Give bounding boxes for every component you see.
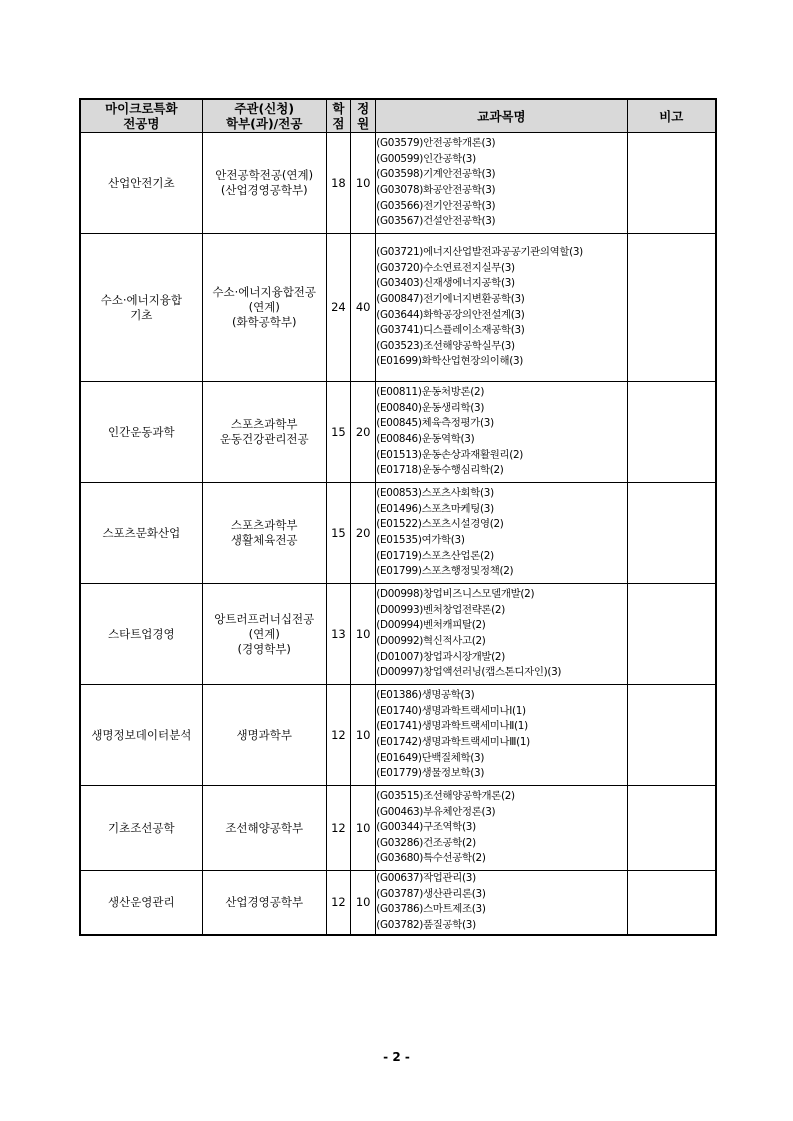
credits-cell: 15 <box>326 483 350 584</box>
header-courses: 교과목명 <box>376 99 627 133</box>
credits-cell: 12 <box>326 786 350 871</box>
credits-cell: 15 <box>326 382 350 483</box>
course-item: (G03787)생산관리론(3) <box>376 887 486 900</box>
credits-cell: 12 <box>326 871 350 935</box>
course-item: (G03741)디스플레이소재공학(3) <box>376 324 525 337</box>
courses-cell <box>376 685 627 786</box>
course-item: (E01699)화학산업현장의이해(3) <box>376 355 524 368</box>
capacity-cell: 10 <box>351 871 376 935</box>
course-item: (G00847)전기에너지변환공학(3) <box>376 292 525 305</box>
credits-cell: 24 <box>326 234 350 382</box>
capacity-cell: 10 <box>351 685 376 786</box>
course-item: (D00998)창업비즈니스모델개발(2) <box>376 588 535 601</box>
courses-cell <box>376 382 627 483</box>
major-name-cell: 인간운동과학 <box>80 382 202 483</box>
remarks-cell <box>627 382 716 483</box>
course-item: (D00992)혁신적사고(2) <box>376 635 486 647</box>
capacity-cell: 20 <box>351 382 376 483</box>
major-name-cell: 수소·에너지융합 기초 <box>80 234 202 382</box>
course-item: (E01718)운동수행심리학(2) <box>376 464 504 477</box>
remarks-cell <box>627 234 716 382</box>
table-row <box>80 382 716 483</box>
course-item: (E01386)생명공학(3) <box>376 689 475 702</box>
courses-cell <box>376 786 627 871</box>
course-item: (G03566)전기안전공학(3) <box>376 199 496 212</box>
dept-cell: 안전공학전공(연계) (산업경영공학부) <box>202 133 326 234</box>
course-item: (G00463)부유체안정론(3) <box>376 805 496 818</box>
course-item: (G00344)구조역학(3) <box>376 821 476 834</box>
remarks-cell <box>627 685 716 786</box>
course-item: (D00993)벤처창업전략론(2) <box>376 603 505 616</box>
courses-cell <box>376 584 627 685</box>
major-name-cell: 생산운영관리 <box>80 871 202 935</box>
course-item: (D00994)벤처캐피탈(2) <box>376 619 486 632</box>
course-item: (E01741)생명과학트랙세미나Ⅱ(1) <box>376 720 528 733</box>
course-item: (E01496)스포츠마케팅(3) <box>376 502 494 515</box>
table-row <box>80 685 716 786</box>
major-name-cell: 스포츠문화산업 <box>80 483 202 584</box>
course-item: (E01779)생물정보학(3) <box>376 767 485 780</box>
credits-cell: 18 <box>326 133 350 234</box>
dept-cell: 스포츠과학부 운동건강관리전공 <box>202 382 326 483</box>
course-item: (G03579)안전공학개론(3) <box>376 137 496 150</box>
course-item: (E01742)생명과학트랙세미나Ⅲ(1) <box>376 736 530 748</box>
major-name-cell: 생명정보데이터분석 <box>80 685 202 786</box>
course-item: (E01719)스포츠산업론(2) <box>376 549 494 562</box>
course-item: (D01007)창업과시장개발(2) <box>376 650 505 663</box>
capacity-cell: 10 <box>351 133 376 234</box>
course-item: (E01740)생명과학트랙세미나Ⅰ(1) <box>376 704 526 717</box>
remarks-cell <box>627 584 716 685</box>
course-item: (G03515)조선해양공학개론(2) <box>376 790 515 803</box>
micro-major-table <box>79 98 717 936</box>
course-item: (G03567)건설안전공학(3) <box>376 215 496 228</box>
courses-cell <box>376 133 627 234</box>
course-item: (E00846)운동역학(3) <box>376 433 475 445</box>
course-item: (E01649)단백질체학(3) <box>376 751 485 764</box>
header-dept: 주관(신청) 학부(과)/전공 <box>202 99 326 133</box>
table-row <box>80 483 716 584</box>
header-credits: 학 점 <box>326 99 350 133</box>
table-body <box>80 133 716 935</box>
capacity-cell: 40 <box>351 234 376 382</box>
table-row <box>80 871 716 935</box>
course-item: (G03078)화공안전공학(3) <box>376 184 496 196</box>
dept-cell: 생명과학부 <box>202 685 326 786</box>
course-item: (G03286)건조공학(2) <box>376 836 476 849</box>
course-item: (E00845)체육측정평가(3) <box>376 417 494 430</box>
remarks-cell <box>627 483 716 584</box>
table-row <box>80 584 716 685</box>
course-item: (G03644)화학공장의안전설계(3) <box>376 308 525 321</box>
course-item: (G03720)수소연료전지실무(3) <box>376 261 515 274</box>
remarks-cell <box>627 133 716 234</box>
dept-cell: 수소·에너지융합전공 (연계) (화학공학부) <box>202 234 326 382</box>
remarks-cell <box>627 786 716 871</box>
course-item: (G03680)특수선공학(2) <box>376 852 486 865</box>
table-row <box>80 133 716 234</box>
course-item: (E01535)여가학(3) <box>376 534 465 546</box>
table-row <box>80 234 716 382</box>
course-item: (G00599)인간공학(3) <box>376 152 476 165</box>
dept-cell: 조선해양공학부 <box>202 786 326 871</box>
major-name-cell: 기초조선공학 <box>80 786 202 871</box>
course-item: (G03721)에너지산업발전과공공기관의역할(3) <box>376 246 583 259</box>
courses-cell <box>376 483 627 584</box>
course-item: (G00637)작업관리(3) <box>376 872 476 885</box>
page-number: - 2 - <box>383 1050 410 1064</box>
capacity-cell: 10 <box>351 584 376 685</box>
courses-cell <box>376 871 627 935</box>
course-item: (E01513)운동손상과재활원리(2) <box>376 448 524 461</box>
remarks-cell <box>627 871 716 935</box>
course-item: (G03523)조선해양공학실무(3) <box>376 339 515 352</box>
course-item: (G03598)기계안전공학(3) <box>376 168 496 181</box>
dept-cell: 스포츠과학부 생활체육전공 <box>202 483 326 584</box>
course-item: (E00811)운동처방론(2) <box>376 386 485 399</box>
course-item: (E00853)스포츠사회학(3) <box>376 487 494 500</box>
header-remarks: 비고 <box>627 99 716 133</box>
header-capacity: 정 원 <box>351 99 376 133</box>
courses-cell <box>376 234 627 382</box>
course-item: (D00997)창업액션러닝(캡스톤디자인)(3) <box>376 666 562 679</box>
dept-cell: 앙트러프러너십전공 (연계) (경영학부) <box>202 584 326 685</box>
table-row <box>80 786 716 871</box>
course-item: (E01522)스포츠시설경영(2) <box>376 518 504 531</box>
course-item: (G03782)품질공학(3) <box>376 918 476 931</box>
credits-cell: 13 <box>326 584 350 685</box>
table-header-row <box>80 99 716 133</box>
major-name-cell: 산업안전기초 <box>80 133 202 234</box>
dept-cell: 산업경영공학부 <box>202 871 326 935</box>
course-item: (G03786)스마트제조(3) <box>376 903 486 916</box>
capacity-cell: 20 <box>351 483 376 584</box>
major-name-cell: 스타트업경영 <box>80 584 202 685</box>
capacity-cell: 10 <box>351 786 376 871</box>
course-item: (E01799)스포츠행정및정책(2) <box>376 565 514 578</box>
header-major: 마이크로특화 전공명 <box>80 99 202 133</box>
credits-cell: 12 <box>326 685 350 786</box>
course-item: (E00840)운동생리학(3) <box>376 401 485 414</box>
course-item: (G03403)신재생에너지공학(3) <box>376 277 515 290</box>
